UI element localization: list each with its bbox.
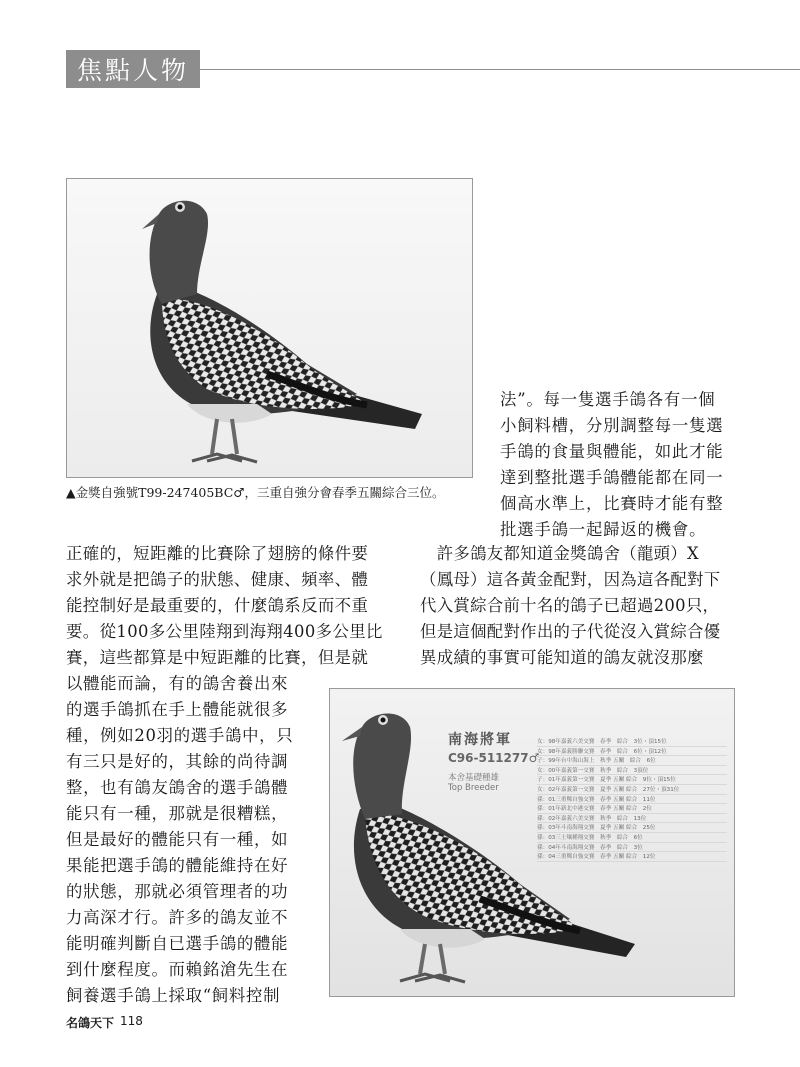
paragraph-line: 飼養選手鴿上採取“飼料控制 bbox=[66, 986, 281, 1005]
record-list bbox=[537, 737, 727, 862]
paragraph-line: 能控制好是最重要的，什麼鴿系反而不重 bbox=[66, 596, 369, 615]
section-tag: 焦點人物 bbox=[66, 50, 200, 88]
record-row: 孫：04年斗南海翔交賽 春季 綜合 3位 bbox=[537, 843, 727, 853]
ring-number: C96-511277♂ bbox=[448, 751, 540, 765]
record-row: 孫：01年新北中港交賽 春季 五關 綜合 2位 bbox=[537, 804, 727, 814]
pigeon-illustration bbox=[67, 179, 472, 477]
plaque-subtitle-en: Top Breeder bbox=[448, 783, 499, 793]
paragraph-line: （鳳母）這各黃金配對，因為這各配對下 bbox=[420, 570, 721, 589]
paragraph-line: 賽，這些都算是中短距離的比賽，但是就 bbox=[66, 648, 369, 667]
record-row: 孫：04三重鄭自強交賽 春季 五關 綜合 12位 bbox=[537, 852, 727, 862]
paragraph-line: 有三只是好的，其餘的尚待調 bbox=[66, 752, 289, 771]
plaque-subtitle: 本舍基礎種雄 bbox=[448, 773, 500, 783]
record-row: 女：98年嘉義勝聯交賽 春季 綜合 6位・頂12位 bbox=[537, 747, 727, 757]
photo-caption: ▲金獎自強號T99-247405BC♂，三重自強分會春季五關綜合三位。 bbox=[66, 485, 445, 500]
paragraph-line: 但是最好的體能只有一種，如 bbox=[66, 830, 289, 849]
record-row: 子：99年台中海山海上 秋季 五關 綜合 6位 bbox=[537, 756, 727, 766]
page-footer bbox=[66, 1014, 143, 1031]
paragraph-line: 代入賞綜合前十名的鴿子已超過200只， bbox=[420, 596, 720, 615]
paragraph-line: 但是這個配對作出的子代從沒入賞綜合優 bbox=[420, 622, 721, 641]
paragraph-line: 手鴿的食量與體能，如此才能 bbox=[500, 442, 724, 461]
paragraph-line: 求外就是把鴿子的狀態、健康、頻率、體 bbox=[66, 570, 369, 589]
record-row: 孫：03年斗南海翔交賽 夏季 五關 綜合 25位 bbox=[537, 823, 727, 833]
paragraph-line: 的狀態，那就必須管理者的功 bbox=[66, 882, 289, 901]
paragraph-line: 批選手鴿一起歸返的機會。 bbox=[500, 520, 707, 539]
paragraph-line: 異成績的事實可能知道的鴿友就沒那麼 bbox=[420, 648, 704, 667]
paragraph-line: 法”。每一隻選手鴿各有一個 bbox=[500, 390, 716, 409]
text-column-left-top bbox=[66, 541, 383, 671]
paragraph-line: 種，例如20羽的選手鴿中，只 bbox=[66, 726, 294, 745]
record-row: 孫：01三重鄭自強交賽 春季 五關 綜合 11位 bbox=[537, 795, 727, 805]
record-row: 女：00年嘉義第一交賽 秋季 綜合 3頂位 bbox=[537, 766, 727, 776]
record-row: 女：02年嘉義第一交賽 夏季 五關 綜合 27位・頂31位 bbox=[537, 785, 727, 795]
pigeon-name: 南海將軍 bbox=[448, 732, 512, 748]
record-row: 孫：03三土壤種翔交賽 秋季 綜合 6位 bbox=[537, 833, 727, 843]
paragraph-line: 以體能而論，有的鴿舍養出來 bbox=[66, 674, 289, 693]
page-number: 118 bbox=[120, 1014, 143, 1028]
text-column-right-top bbox=[500, 387, 723, 543]
paragraph-line: 達到整批選手鴿體能都在同一 bbox=[500, 468, 724, 487]
paragraph-line: 到什麼程度。而賴銘滄先生在 bbox=[66, 960, 289, 979]
paragraph-line: 的選手鴿抓在手上體能就很多 bbox=[66, 700, 289, 719]
header-rule bbox=[200, 69, 800, 70]
pigeon-photo-bottom bbox=[329, 688, 735, 997]
paragraph-line: 能只有一種，那就是很糟糕， bbox=[66, 804, 289, 823]
paragraph-line: 果能把選手鴿的體能維持在好 bbox=[66, 856, 289, 875]
record-row: 子：01年嘉義第一交賽 夏季 五關 綜合 9位・頂15位 bbox=[537, 775, 727, 785]
record-row: 女：98年嘉義六美交賽 春季 綜合 3位・頂15位 bbox=[537, 737, 727, 747]
paragraph-line: 整，也有鴿友鴿舍的選手鴿體 bbox=[66, 778, 289, 797]
paragraph-line: 許多鴿友都知道金獎鴿舍（龍頭）X bbox=[420, 544, 700, 563]
magazine-name: 名鴿天下 bbox=[66, 1016, 115, 1030]
paragraph-line: 個高水準上，比賽時才能有整 bbox=[500, 494, 724, 513]
text-column-left-narrow bbox=[66, 671, 293, 1009]
pigeon-photo-top bbox=[66, 178, 473, 478]
text-column-right-mid bbox=[420, 541, 720, 671]
paragraph-line: 能明確判斷自已選手鴿的體能 bbox=[66, 934, 289, 953]
paragraph-line: 正確的，短距離的比賽除了翅膀的條件要 bbox=[66, 544, 369, 563]
paragraph-line: 小飼料槽，分別調整每一隻選 bbox=[500, 416, 724, 435]
paragraph-line: 力高深才行。許多的鴿友並不 bbox=[66, 908, 289, 927]
paragraph-line: 要。從100多公里陸翔到海翔400多公里比 bbox=[66, 622, 383, 641]
record-row: 孫：02年嘉義六美交賽 秋季 綜合 13位 bbox=[537, 814, 727, 824]
